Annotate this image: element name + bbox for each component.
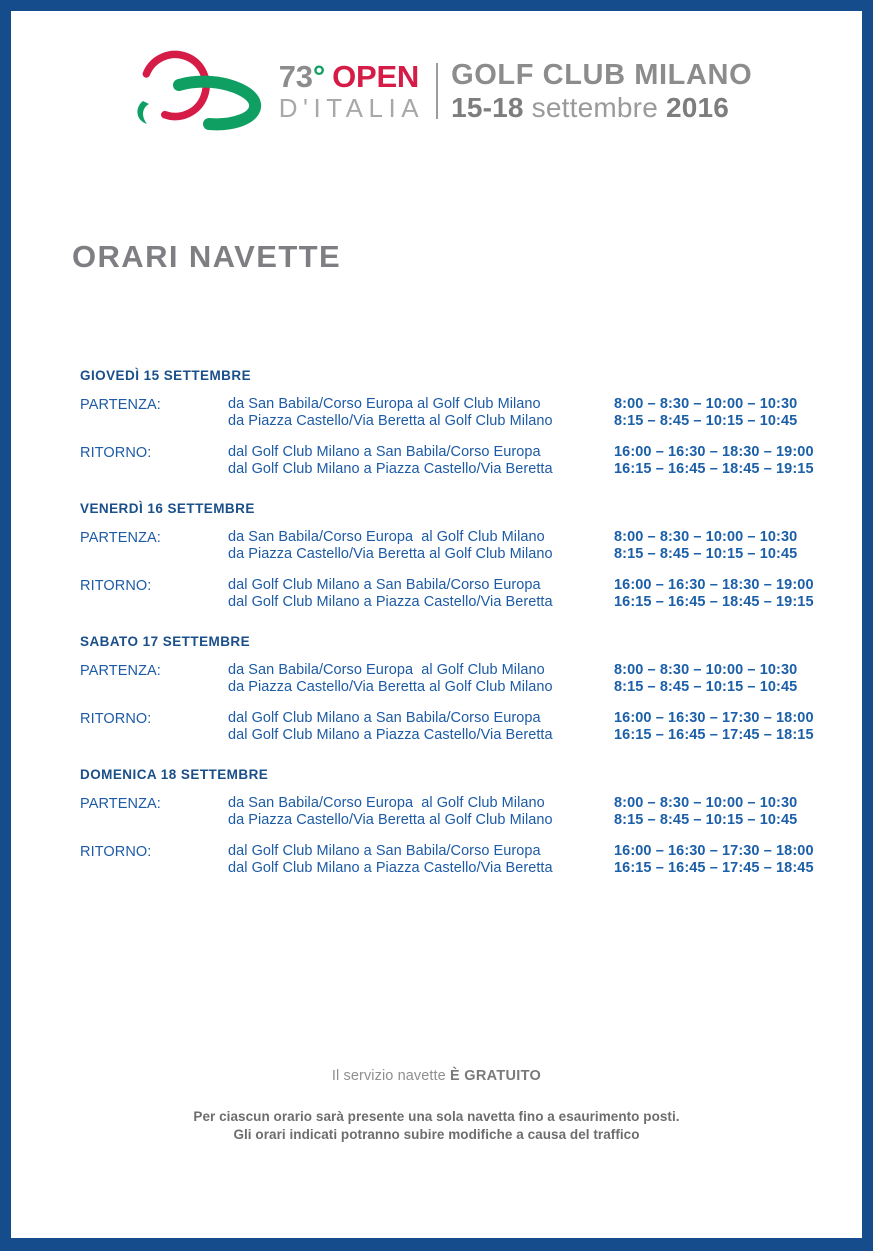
time-line: 16:00 – 16:30 – 18:30 – 19:00	[614, 577, 814, 593]
logo-left-group	[279, 59, 436, 123]
logo-right-group	[438, 59, 752, 123]
schedule-row	[80, 843, 820, 877]
logo-date-month	[524, 92, 532, 123]
logo-edition-number: 73	[278, 58, 313, 94]
time-line: 16:15 – 16:45 – 18:45 – 19:15	[614, 594, 814, 610]
footer	[11, 1066, 862, 1143]
leg-times	[614, 710, 820, 744]
day-title: VENERDÌ 16 SETTEMBRE	[80, 501, 255, 516]
time-line: 8:15 – 8:45 – 10:15 – 10:45	[614, 413, 798, 429]
leg-routes	[228, 577, 614, 611]
route-line: dal Golf Club Milano a Piazza Castello/Via Beretta	[228, 461, 553, 477]
leg-direction-label: PARTENZA:	[80, 663, 161, 679]
leg-direction-label: PARTENZA:	[80, 397, 161, 413]
route-line: dal Golf Club Milano a San Babila/Corso Europa	[228, 577, 541, 593]
route-line: da San Babila/Corso Europa al Golf Club Milano	[228, 396, 541, 412]
day-block	[80, 501, 820, 611]
footer-note	[11, 1108, 862, 1143]
logo-date-range: 15-18	[451, 92, 524, 123]
route-line: da Piazza Castello/Via Beretta al Golf Club Milano	[228, 546, 553, 562]
event-logo-header	[11, 44, 862, 138]
page-title: ORARI NAVETTE	[72, 239, 342, 274]
route-line: da San Babila/Corso Europa al Golf Club Milano	[228, 529, 545, 545]
logo-date-line	[451, 92, 752, 123]
logo-date-year: 2016	[665, 92, 730, 123]
leg-times	[614, 444, 820, 478]
shuttle-schedule	[80, 368, 820, 900]
logo-club-name: GOLF CLUB MILANO	[451, 59, 753, 91]
logo-row	[121, 44, 752, 138]
leg-routes	[228, 795, 614, 829]
time-line: 16:15 – 16:45 – 17:45 – 18:45	[614, 860, 814, 876]
footer-note-line-2: Gli orari indicati potranno subire modifiche a causa del traffico	[233, 1126, 640, 1142]
day-block	[80, 368, 820, 478]
route-line: dal Golf Club Milano a Piazza Castello/Via Beretta	[228, 727, 553, 743]
route-line: da San Babila/Corso Europa al Golf Club Milano	[228, 662, 545, 678]
time-line: 16:15 – 16:45 – 18:45 – 19:15	[614, 461, 814, 477]
time-line: 8:00 – 8:30 – 10:00 – 10:30	[614, 396, 798, 412]
leg-direction-label: RITORNO:	[80, 844, 152, 860]
time-line: 8:00 – 8:30 – 10:00 – 10:30	[614, 662, 798, 678]
footer-free-prefix: Il servizio navette	[331, 1068, 450, 1084]
footer-free-emphasis: È GRATUITO	[449, 1068, 542, 1084]
leg-routes	[228, 710, 614, 744]
schedule-row	[80, 662, 820, 696]
time-line: 16:15 – 16:45 – 17:45 – 18:15	[614, 727, 814, 743]
day-title: DOMENICA 18 SETTEMBRE	[80, 767, 269, 782]
time-line: 8:15 – 8:45 – 10:15 – 10:45	[614, 812, 798, 828]
leg-routes	[228, 662, 614, 696]
schedule-row	[80, 396, 820, 430]
time-line: 16:00 – 16:30 – 17:30 – 18:00	[614, 710, 814, 726]
leg-routes	[228, 843, 614, 877]
leg-direction-label: PARTENZA:	[80, 796, 161, 812]
open-italia-logo-mark	[121, 44, 271, 138]
leg-direction-label: PARTENZA:	[80, 530, 161, 546]
day-block	[80, 767, 820, 877]
day-title: GIOVEDÌ 15 SETTEMBRE	[80, 368, 252, 383]
leg-routes	[228, 444, 614, 478]
footer-note-line-1: Per ciascun orario sarà presente una sola navetta fino a esaurimento posti.	[193, 1109, 680, 1124]
time-line: 16:00 – 16:30 – 17:30 – 18:00	[614, 843, 814, 859]
poster-content	[11, 11, 862, 1238]
footer-free-service-line	[11, 1066, 862, 1086]
route-line: da Piazza Castello/Via Beretta al Golf Club Milano	[228, 413, 553, 429]
schedule-row	[80, 577, 820, 611]
schedule-row	[80, 795, 820, 829]
route-line: dal Golf Club Milano a Piazza Castello/Via Beretta	[228, 594, 553, 610]
leg-routes	[228, 529, 614, 563]
leg-routes	[228, 396, 614, 430]
leg-times	[614, 843, 820, 877]
route-line: da Piazza Castello/Via Beretta al Golf Club Milano	[228, 679, 553, 695]
route-line: dal Golf Club Milano a San Babila/Corso Europa	[228, 710, 541, 726]
leg-times	[614, 396, 820, 430]
route-line: dal Golf Club Milano a San Babila/Corso Europa	[228, 843, 541, 859]
time-line: 16:00 – 16:30 – 18:30 – 19:00	[614, 444, 814, 460]
time-line: 8:00 – 8:30 – 10:00 – 10:30	[614, 529, 798, 545]
route-line: dal Golf Club Milano a Piazza Castello/Via Beretta	[228, 860, 553, 876]
logo-wordmark	[279, 59, 752, 123]
day-block	[80, 634, 820, 744]
route-line: da San Babila/Corso Europa al Golf Club Milano	[228, 795, 545, 811]
day-title: SABATO 17 SETTEMBRE	[80, 634, 251, 649]
time-line: 8:15 – 8:45 – 10:15 – 10:45	[614, 546, 798, 562]
leg-direction-label: RITORNO:	[80, 711, 152, 727]
leg-times	[614, 795, 820, 829]
time-line: 8:00 – 8:30 – 10:00 – 10:30	[614, 795, 798, 811]
logo-date-month-text: settembre	[531, 92, 658, 123]
schedule-row	[80, 444, 820, 478]
logo-degree-symbol: °	[312, 58, 326, 94]
leg-times	[614, 662, 820, 696]
leg-times	[614, 577, 820, 611]
route-line: da Piazza Castello/Via Beretta al Golf Club Milano	[228, 812, 553, 828]
logo-ditalia: D'ITALIA	[278, 92, 425, 123]
logo-date-space	[658, 92, 666, 123]
leg-direction-label: RITORNO:	[80, 578, 152, 594]
leg-times	[614, 529, 820, 563]
schedule-row	[80, 710, 820, 744]
schedule-row	[80, 529, 820, 563]
logo-edition-line	[279, 60, 424, 93]
route-line: dal Golf Club Milano a San Babila/Corso Europa	[228, 444, 541, 460]
leg-direction-label: RITORNO:	[80, 445, 152, 461]
time-line: 8:15 – 8:45 – 10:15 – 10:45	[614, 679, 798, 695]
logo-open-word: OPEN	[332, 58, 420, 94]
